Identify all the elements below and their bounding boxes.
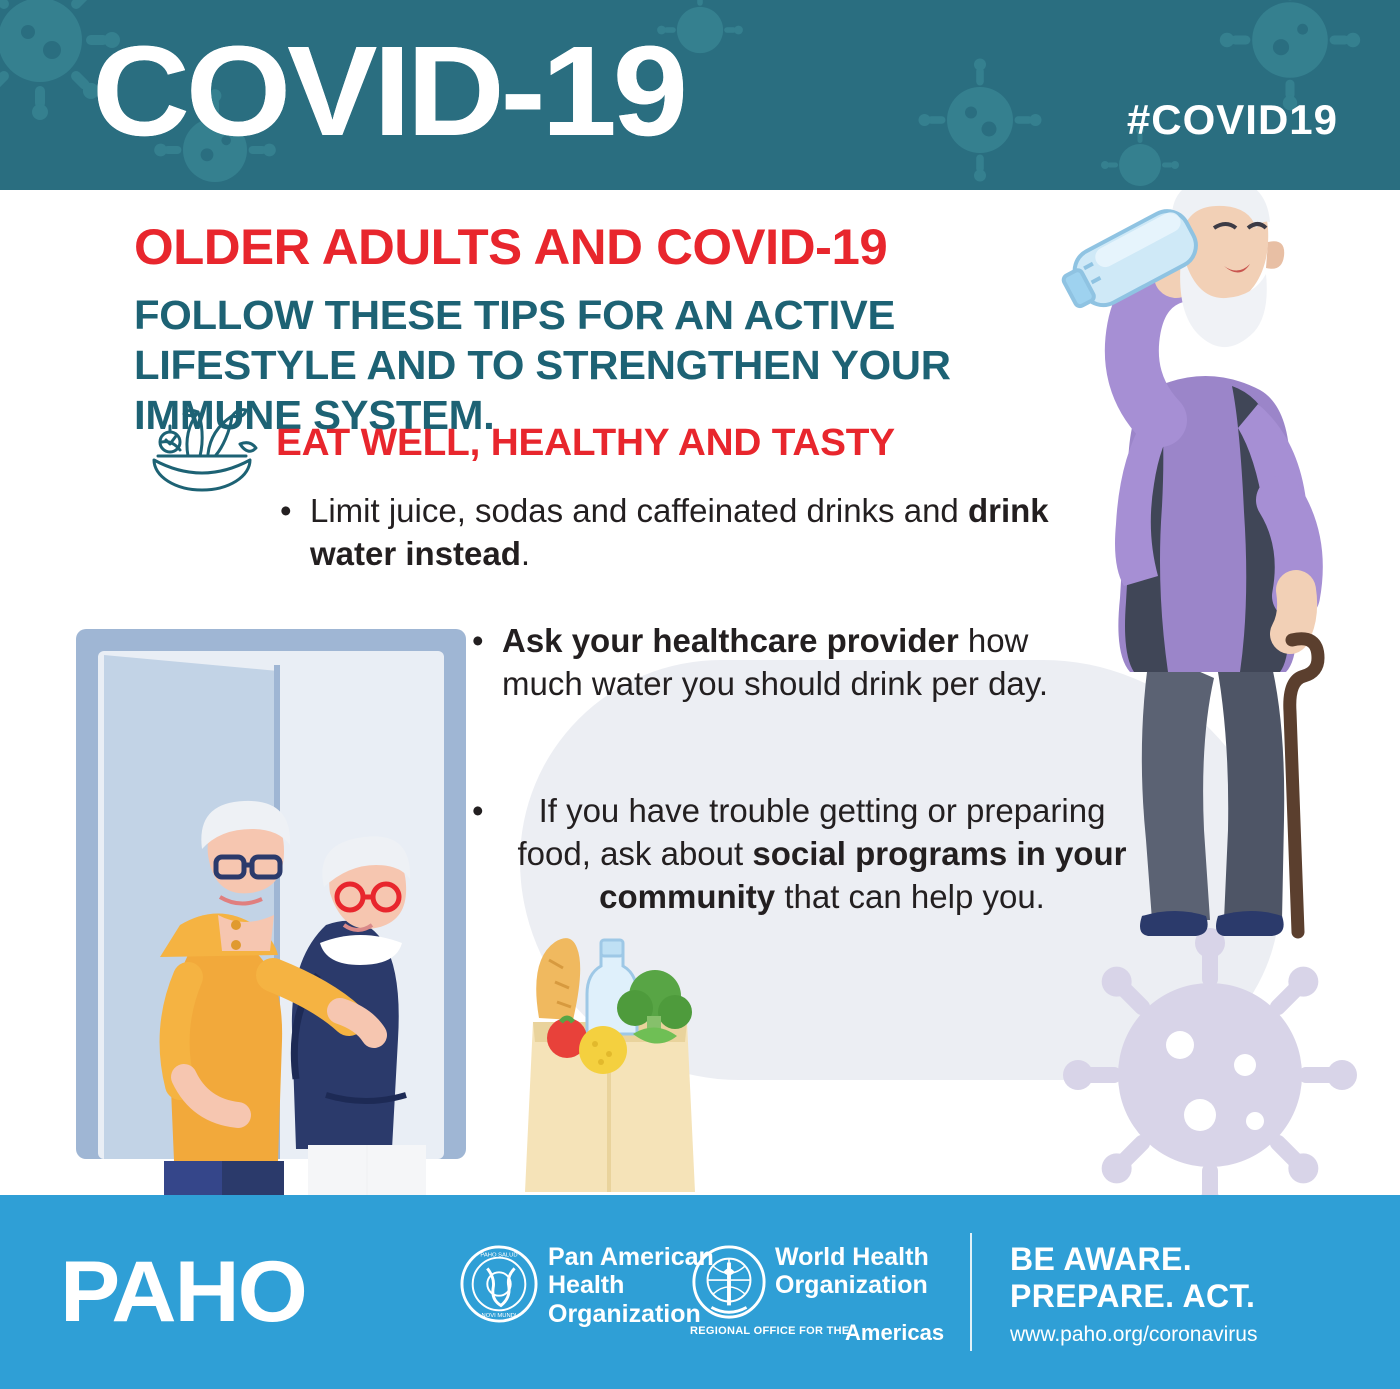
older-man-drinking-water-illustration <box>1000 190 1400 950</box>
top-banner <box>0 0 1400 190</box>
page-subtitle: FOLLOW THESE TIPS FOR AN ACTIVE LIFESTYLE AND TO STRENGTHEN YOUR IMMUNE SYSTEM. <box>134 292 951 439</box>
list-item <box>472 620 1052 706</box>
footer-url[interactable]: www.paho.org/coronavirus <box>1010 1323 1258 1346</box>
bullet-2-text: Ask your healthcare provider how much water you should drink per day. <box>502 622 1048 702</box>
bullet-1-text: Limit juice, sodas and caffeinated drinks and drink water instead. <box>310 492 1049 572</box>
section-title: EAT WELL, HEALTHY AND TASTY <box>276 422 895 464</box>
who-emblem-icon <box>690 1243 768 1321</box>
paho-seal-icon <box>460 1245 538 1323</box>
paho-organization-name: Pan American Health Organization <box>548 1243 714 1328</box>
bullet-marker: • <box>472 792 484 829</box>
main-content <box>0 190 1400 1195</box>
footer-slogan <box>1010 1241 1255 1315</box>
svg-text:NOVI MUNDI: NOVI MUNDI <box>481 1313 517 1320</box>
who-region-label: REGIONAL OFFICE FOR THE <box>690 1325 850 1337</box>
paho-wordmark: PAHO <box>60 1244 306 1340</box>
page-title: OLDER ADULTS AND COVID-19 <box>134 219 888 275</box>
bullet-marker: • <box>472 622 484 659</box>
hashtag-label: #COVID19 <box>1126 96 1338 143</box>
slogan-line-1: BE AWARE. <box>1010 1241 1192 1277</box>
footer-bar <box>0 1195 1400 1389</box>
list-item <box>280 490 1050 576</box>
bullet-3-text: If you have trouble getting or preparing food, ask about social programs in your community that can help you. <box>517 792 1127 915</box>
older-couple-in-doorway-illustration <box>68 625 488 1195</box>
grocery-bag-illustration <box>505 930 715 1195</box>
who-organization-name: World Health Organization <box>775 1243 929 1300</box>
slogan-line-2: PREPARE. ACT. <box>1010 1278 1256 1315</box>
bullet-marker: • <box>280 492 292 529</box>
who-region-name: Americas <box>845 1320 945 1345</box>
svg-text:PAHO SALUD: PAHO SALUD <box>480 1252 518 1259</box>
banner-title: COVID-19 <box>92 20 684 163</box>
footer-divider <box>970 1233 972 1351</box>
